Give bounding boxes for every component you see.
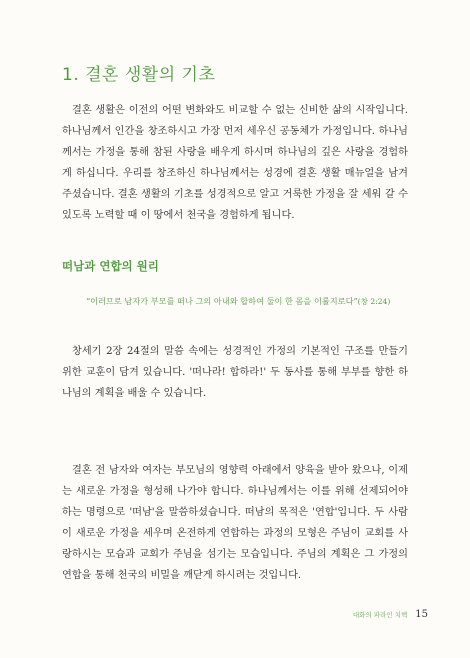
- genesis-paragraph: 창세기 2장 24절의 말씀 속에는 성경적인 가정의 기본적인 구조를 만들기 위한 교훈이 담겨 있습니다. '떠나라! 합하라!' 두 동사를 통해 부부를 향한 하나님의 계획을 배울 수 있습니다.: [62, 346, 408, 399]
- page-number: 15: [415, 609, 428, 620]
- chapter-title: 1. 결혼 생활의 기초: [62, 65, 216, 85]
- quote-reference: (창 2:24): [357, 297, 391, 306]
- running-footer-title: 대화의 파라인 치핵: [352, 611, 408, 619]
- leaving-paragraph: 결혼 전 남자와 여자는 부모님의 영향력 아래에서 양육을 받아 왔으나, 이제는 새로운 가정을 형성해 나가야 합니다. 하나님께서는 이를 위해 선제되어야 하는 명령으로 '떠남'을 말씀하셨습니다. 떠남의 목적은 '연합'입니다. 두 사람이 새로운 가정을 세우며 온전하게 연합하는 과정의 모형은 주님이 교회를 사랑하시는 모습과 교회가 주님을 섬기는 모습입니다. 주님의 계획은 그 가정의 연합을 통해 천국의 비밀을 깨닫게 하시려는 것입니다.: [62, 465, 408, 581]
- quote-text: “이러므로 남자가 부모를 떠나 그의 아내와 합하여 둘이 한 몸을 이룰지로다”: [86, 296, 358, 306]
- intro-paragraph: 결혼 생활은 이전의 어떤 변화와도 비교할 수 없는 신비한 삶의 시작입니다. 하나님께서 인간을 창조하시고 가장 먼저 세우신 공동체가 가정입니다. 하나님께서는 가정을 통해 참된 사랑을 배우게 하시며 하나님의 깊은 사랑을 경험하게 하십니다. 우리를 창조하신 하나님께서는 성경에 결혼 생활 매뉴얼을 남겨 주셨습니다. 결혼 생활의 기초를 성경적으로 알고 거룩한 가정을 잘 세워 갈 수 있도록 노력할 때 이 땅에서 천국을 경험하게 됩니다.: [62, 105, 408, 221]
- section-heading: 떠남과 연합의 원리: [62, 259, 159, 273]
- scripture-quote: [86, 296, 426, 307]
- page-footer: [353, 609, 428, 620]
